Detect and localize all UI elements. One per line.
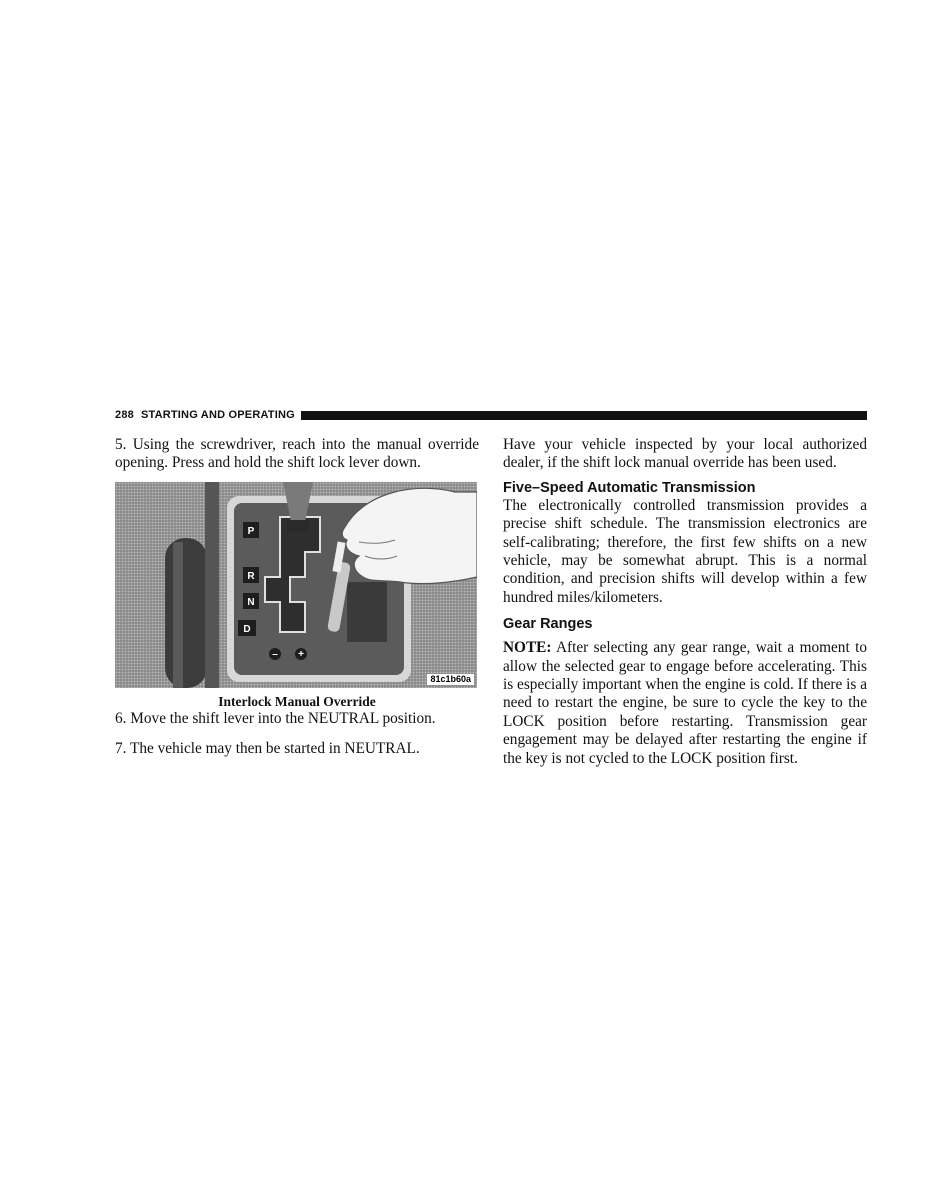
left-column: [115, 436, 479, 759]
gear-label-minus: [269, 648, 281, 660]
header-rule: [301, 411, 867, 420]
svg-text:N: N: [247, 596, 255, 608]
section-title: STARTING AND OPERATING: [140, 409, 295, 421]
gear-label-d: [238, 620, 256, 636]
note-label: NOTE:: [503, 639, 552, 657]
right-column: [503, 436, 867, 768]
heading-gear-ranges: Gear Ranges: [503, 616, 593, 633]
svg-text:R: R: [247, 570, 255, 582]
heading-five-speed: Five–Speed Automatic Transmission: [503, 479, 756, 496]
gear-label-r: [243, 567, 259, 583]
figure-caption: Interlock Manual Override: [218, 693, 376, 709]
page-number: 288: [115, 409, 134, 421]
svg-text:D: D: [243, 623, 251, 635]
figure-id: 81c1b60a: [427, 674, 474, 685]
step-6: 6. Move the shift lever into the NEUTRAL position.: [115, 709, 436, 727]
svg-text:P: P: [247, 525, 255, 537]
gear-label-n: [243, 593, 259, 609]
interlock-override-illustration: [115, 482, 477, 688]
step-5: 5. Using the screwdriver, reach into the manual override opening. Press and hold the shift lock lever down.: [115, 436, 479, 472]
running-header: [115, 408, 867, 422]
shifter-illustration: [115, 482, 477, 688]
svg-text:+: +: [298, 648, 304, 660]
step-7: 7. The vehicle may then be started in NEUTRAL.: [115, 740, 420, 758]
gear-label-p: [243, 522, 259, 538]
intro-paragraph: Have your vehicle inspected by your local authorized dealer, if the shift lock manual override has been used.: [503, 436, 867, 472]
svg-text:–: –: [272, 648, 278, 660]
note-body: After selecting any gear range, wait a moment to allow the selected gear to engage before accelerating. This is especially important when the engine is cold. If there is a need to restart the engine, be sure to cycle the key to the LOCK position before restarting. Transmission gear engagement may be delayed after restarting the engine if the key is not cycled to the LOCK position first.: [503, 639, 867, 767]
five-speed-body: The electronically controlled transmission provides a precise shift schedule. The transmission electronics are self-calibrating; therefore, the first few shifts on a new vehicle, may be somewhat abrupt. This is a normal condition, and precision shifts will develop within a few hundred miles/kilometers.: [503, 496, 867, 606]
gear-label-plus: [295, 648, 307, 660]
gear-ranges-note: [503, 639, 867, 768]
